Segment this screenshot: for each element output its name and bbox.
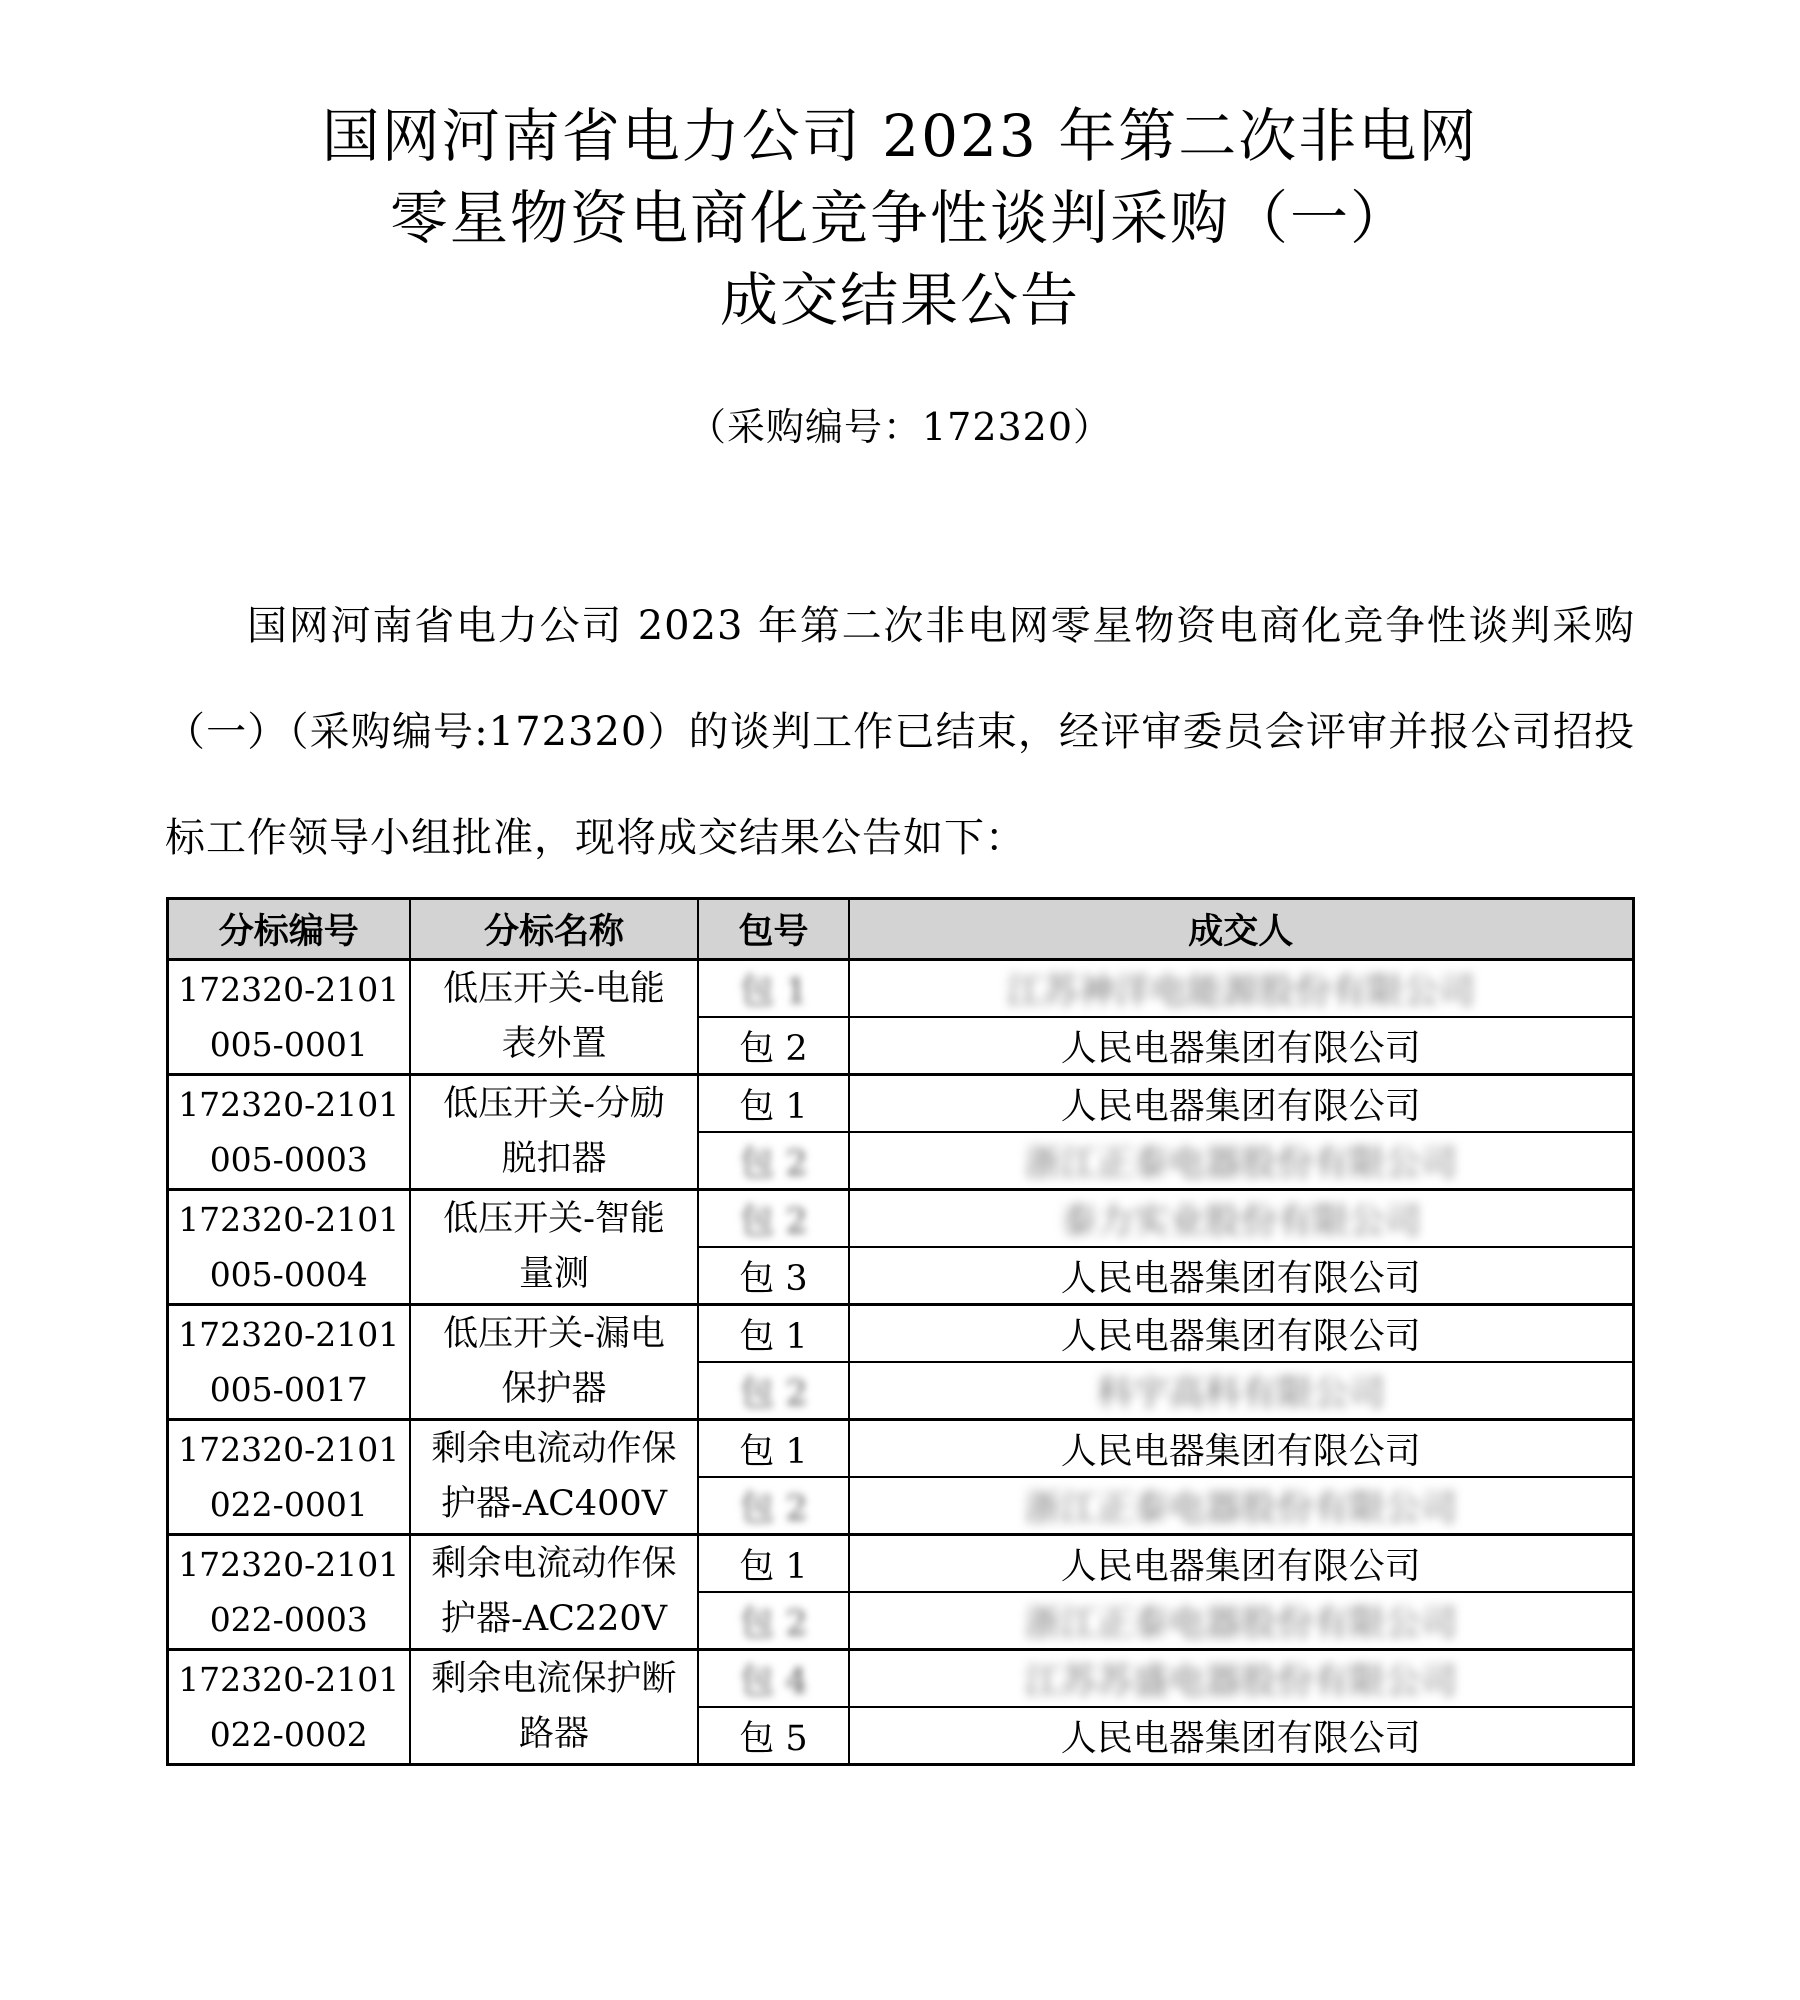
winner-label: 人民电器集团有限公司 [1060,1546,1421,1587]
package-label: 包 3 [739,1258,808,1299]
document-title [150,95,1650,341]
header-bid-name: 分标名称 [410,899,698,960]
table-row [167,1305,1633,1363]
package-label: 包 2 [739,1028,808,1069]
package-label: 包 2 [739,1488,808,1529]
winner-label: 江苏神洋电能源股份有限公司 [1006,971,1475,1012]
winner-cell [849,1017,1633,1075]
package-label: 包 2 [739,1603,808,1644]
package-cell [698,1247,849,1305]
bid-id-line: 172320-2101 [178,1430,400,1469]
winner-cell [849,1420,1633,1478]
bid-name-line: 剩余电流保护断 [431,1659,677,1699]
bid-id-line: 022-0002 [209,1715,368,1754]
package-cell [698,1362,849,1420]
bid-name-cell [410,960,698,1075]
winner-label: 人民电器集团有限公司 [1060,1028,1421,1069]
header-winner: 成交人 [849,899,1633,960]
package-label: 包 1 [739,1546,808,1587]
bid-name-line: 剩余电流动作保 [431,1429,677,1469]
bid-name-cell [410,1190,698,1305]
package-cell [698,1190,849,1248]
bid-id-line: 005-0004 [209,1255,368,1294]
winner-label: 人民电器集团有限公司 [1060,1718,1421,1759]
bid-name-line: 护器-AC220V [441,1599,667,1639]
bid-id-cell [167,1650,410,1765]
package-label: 包 2 [739,1143,808,1184]
winner-cell [849,1477,1633,1535]
winner-label: 浙江正泰电器股份有限公司 [1024,1488,1457,1529]
bid-id-cell [167,1190,410,1305]
winner-label: 江苏苏盛电器股份有限公司 [1024,1661,1457,1702]
package-label: 包 1 [739,971,808,1012]
winner-cell [849,1650,1633,1708]
package-label: 包 2 [739,1201,808,1242]
package-label: 包 2 [739,1373,808,1414]
winner-label: 人民电器集团有限公司 [1060,1316,1421,1357]
package-cell [698,1420,849,1478]
bid-name-cell [410,1075,698,1190]
package-label: 包 5 [739,1718,808,1759]
table-row [167,1650,1633,1708]
bid-name-line: 低压开关-电能 [443,969,665,1009]
header-package: 包号 [698,899,849,960]
bid-id-line: 172320-2101 [178,1085,400,1124]
winner-cell [849,960,1633,1018]
bid-name-line: 脱扣器 [501,1139,607,1179]
winner-cell [849,1592,1633,1650]
bid-name-cell [410,1650,698,1765]
table-row [167,1420,1633,1478]
winner-cell [849,1535,1633,1593]
bid-id-line: 172320-2101 [178,970,400,1009]
table-row [167,1535,1633,1593]
bid-name-line: 低压开关-智能 [443,1199,665,1239]
bid-name-line: 路器 [518,1714,589,1754]
bid-id-cell [167,1305,410,1420]
bid-id-cell [167,1075,410,1190]
winner-cell [849,1075,1633,1133]
results-table [166,897,1635,1766]
bid-id-line: 172320-2101 [178,1545,400,1584]
winner-cell [849,1362,1633,1420]
winner-label: 人民电器集团有限公司 [1060,1431,1421,1472]
winner-label: 浙江正泰电器股份有限公司 [1024,1603,1457,1644]
package-cell [698,960,849,1018]
bid-name-line: 护器-AC400V [441,1484,667,1524]
bid-name-cell [410,1305,698,1420]
package-label: 包 4 [739,1661,808,1702]
bid-name-line: 表外置 [501,1024,607,1064]
package-cell [698,1305,849,1363]
bid-name-line: 低压开关-漏电 [443,1314,665,1354]
procurement-number: （采购编号：172320） [687,405,1113,449]
bid-id-line: 172320-2101 [178,1315,400,1354]
bid-id-cell [167,960,410,1075]
bid-name-cell [410,1420,698,1535]
package-cell [698,1017,849,1075]
winner-label: 浙江正泰电器股份有限公司 [1024,1143,1457,1184]
bid-id-line: 005-0017 [209,1370,368,1409]
bid-id-cell [167,1420,410,1535]
winner-label: 泰力实业股份有限公司 [1060,1201,1421,1242]
bid-name-line: 剩余电流动作保 [431,1544,677,1584]
bid-name-line: 量测 [518,1254,589,1294]
winner-cell [849,1247,1633,1305]
body-paragraph: 国网河南省电力公司 2023 年第二次非电网零星物资电商化竞争性谈判采购（一）（采购编号:172320）的谈判工作已结束，经评审委员会评审并报公司招投标工作领导小组批准，现将成交结果公告如下： [165,603,1635,861]
winner-cell [849,1305,1633,1363]
package-cell [698,1132,849,1190]
package-cell [698,1650,849,1708]
bid-id-line: 172320-2101 [178,1200,400,1239]
bid-id-line: 022-0003 [209,1600,368,1639]
bid-name-line: 低压开关-分励 [443,1084,665,1124]
bid-id-line: 022-0001 [209,1485,368,1524]
bid-name-line: 保护器 [501,1369,607,1409]
winner-cell [849,1132,1633,1190]
winner-cell [849,1190,1633,1248]
package-cell [698,1535,849,1593]
winner-label: 科宇高科有限公司 [1096,1373,1385,1414]
table-row [167,960,1633,1018]
bid-name-cell [410,1535,698,1650]
title-line-2: 零星物资电商化竞争性谈判采购（一） [389,184,1410,252]
bid-id-cell [167,1535,410,1650]
package-cell [698,1707,849,1765]
table-row [167,1075,1633,1133]
title-line-1: 国网河南省电力公司 2023 年第二次非电网 [321,102,1479,170]
package-label: 包 1 [739,1431,808,1472]
package-cell [698,1477,849,1535]
package-label: 包 1 [739,1086,808,1127]
table-header-row [167,899,1633,960]
bid-id-line: 005-0003 [209,1140,368,1179]
package-label: 包 1 [739,1316,808,1357]
header-bid-id: 分标编号 [167,899,410,960]
winner-cell [849,1707,1633,1765]
package-cell [698,1592,849,1650]
bid-id-line: 005-0001 [209,1025,368,1064]
winner-label: 人民电器集团有限公司 [1060,1258,1421,1299]
title-line-3: 成交结果公告 [719,266,1080,334]
bid-id-line: 172320-2101 [178,1660,400,1699]
table-row [167,1190,1633,1248]
package-cell [698,1075,849,1133]
winner-label: 人民电器集团有限公司 [1060,1086,1421,1127]
